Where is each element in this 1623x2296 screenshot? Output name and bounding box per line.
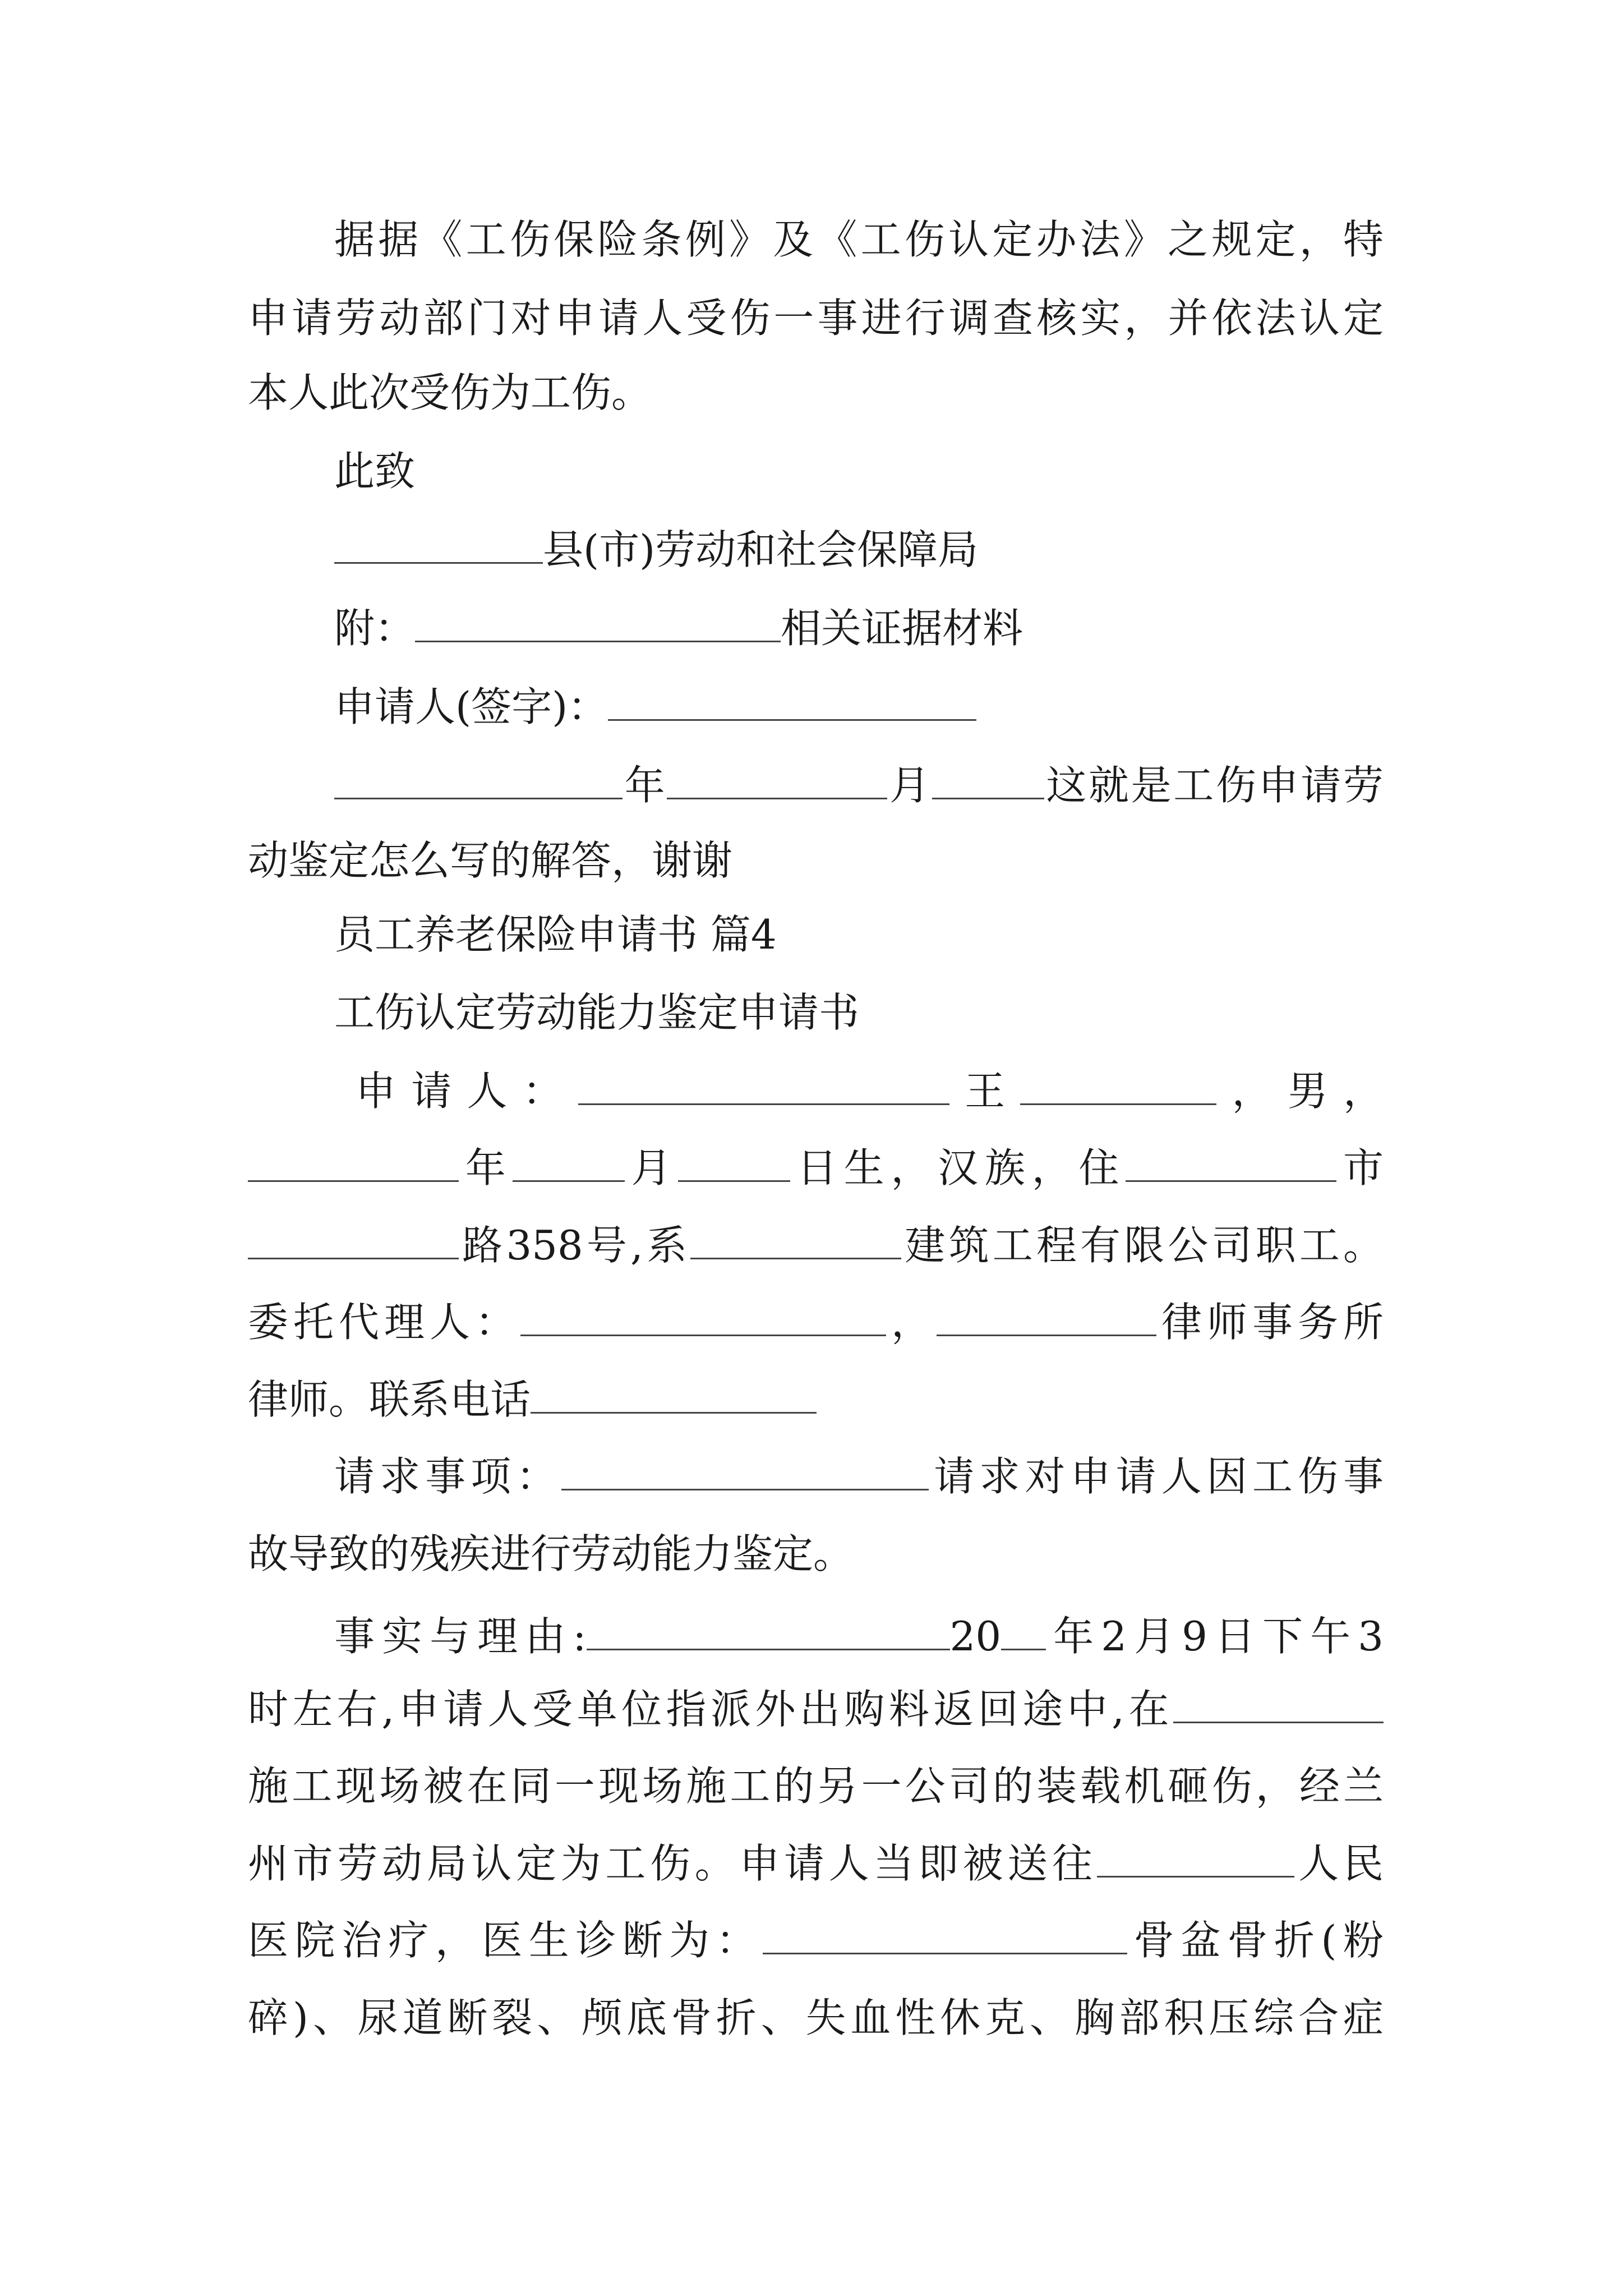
- line-text: 委托代理人：: [248, 1299, 520, 1346]
- line-text: 本人此次受伤为工伤。: [248, 369, 652, 416]
- line-text: 事实与理由:: [334, 1613, 587, 1660]
- line-text: 建筑工程有限公司职工。: [901, 1222, 1384, 1269]
- line-text: 20: [949, 1613, 1002, 1660]
- line-text: 男，: [1287, 1068, 1384, 1115]
- line-text: ，: [886, 1299, 937, 1346]
- paragraph-line-18: [248, 1523, 1384, 1585]
- blank-signature: [608, 683, 976, 721]
- attachment-line: [248, 597, 1384, 659]
- blank-birth-year: [248, 1144, 459, 1182]
- paragraph-line-9: [248, 830, 1384, 891]
- blank-hospital: [1097, 1839, 1294, 1878]
- blank-attachment: [415, 604, 781, 642]
- line-text: 施工现场被在同一现场施工的另一公司的装载机砸伤，经兰: [248, 1763, 1384, 1810]
- birth-line: [248, 1137, 1384, 1199]
- blank-request: [561, 1452, 929, 1490]
- line-text: 月: [887, 762, 932, 809]
- blank-year: [334, 761, 623, 799]
- signature-line: [248, 676, 1384, 738]
- line-text: 年: [459, 1144, 513, 1191]
- blank-month: [667, 761, 887, 799]
- blank-name: [1020, 1067, 1216, 1105]
- salutation-line: [248, 440, 1384, 502]
- line-text: 日生，汉族，住: [790, 1144, 1126, 1191]
- line-text: 此致: [334, 448, 416, 495]
- line-text: 相关证据材料: [781, 605, 1023, 652]
- line-text: 这就是工伤申请劳: [1044, 762, 1384, 809]
- blank-road: [248, 1221, 459, 1259]
- line-text: 申请劳动部门对申请人受伤一事进行调查核实，并依法认定: [248, 295, 1384, 342]
- blank-company: [690, 1221, 901, 1259]
- blank-site: [1173, 1685, 1384, 1723]
- blank-law-firm: [937, 1298, 1156, 1336]
- line-text: 附：: [334, 605, 416, 652]
- line-text: 请求对申请人因工伤事: [929, 1453, 1384, 1500]
- paragraph-line-23: [248, 1910, 1384, 1971]
- line-text: 州市劳动局认定为工伤。申请人当即被送往: [248, 1840, 1097, 1887]
- line-text: 工伤认定劳动能力鉴定申请书: [334, 989, 860, 1036]
- line-text: 路358号,系: [459, 1222, 691, 1269]
- agent-line: [248, 1291, 1384, 1353]
- line-text: 故导致的残疾进行劳动能力鉴定。: [248, 1530, 854, 1577]
- line-text: 年: [623, 762, 667, 809]
- line-text: 医院治疗，医生诊断为：: [248, 1917, 763, 1964]
- blank-diagnosis: [763, 1916, 1127, 1954]
- paragraph-line-2: [248, 287, 1384, 349]
- line-text: 年2月9日下午3: [1046, 1613, 1384, 1660]
- line-text: 市: [1336, 1144, 1384, 1191]
- paragraph-line-20: [248, 1678, 1384, 1740]
- blank-applicant: [578, 1067, 949, 1105]
- blank-birth-day: [678, 1144, 790, 1182]
- line-text: 员工养老保险申请书 篇4: [334, 911, 777, 958]
- blank-county: [334, 526, 543, 564]
- line-text: 时左右,申请人受单位指派外出购料返回途中,在: [248, 1686, 1173, 1733]
- line-text: 动鉴定怎么写的解答，谢谢: [248, 837, 733, 884]
- paragraph-line-24: [248, 1987, 1384, 2049]
- line-text: 据据《工伤保险条例》及《工伤认定办法》之规定，特: [334, 216, 1384, 263]
- line-text: 王: [949, 1068, 1021, 1115]
- blank-city: [1126, 1144, 1336, 1182]
- facts-line: [248, 1605, 1384, 1667]
- date-line: [248, 754, 1384, 816]
- line-text: 骨盆骨折(粉: [1127, 1917, 1384, 1964]
- blank-day: [932, 761, 1044, 799]
- paragraph-line-21: [248, 1755, 1384, 1817]
- paragraph-line-22: [248, 1833, 1384, 1894]
- request-line: [248, 1446, 1384, 1507]
- line-text: 申请人：: [356, 1068, 578, 1115]
- section-heading: [248, 904, 1384, 965]
- line-text: 碎)、尿道断裂、颅底骨折、失血性休克、胸部积压综合症: [248, 1994, 1384, 2041]
- blank-birth-month: [513, 1144, 625, 1182]
- line-text: 人民: [1294, 1840, 1384, 1887]
- blank-facts: [587, 1612, 950, 1650]
- phone-line: [248, 1369, 1384, 1430]
- document-title: [248, 982, 1384, 1043]
- applicant-line: [248, 1060, 1384, 1122]
- line-text: 律师事务所: [1156, 1299, 1384, 1346]
- line-text: 律师。联系电话: [248, 1376, 531, 1423]
- paragraph-line-1: [248, 209, 1384, 270]
- line-text: 月: [624, 1144, 679, 1191]
- address-line: [248, 1214, 1384, 1276]
- blank-year-digits: [1001, 1612, 1046, 1650]
- line-text: 申请人(签字)：: [334, 683, 608, 730]
- blank-phone: [531, 1375, 817, 1414]
- addressee-line: [248, 519, 1384, 581]
- line-text: 县(市)劳动和社会保障局: [543, 526, 979, 573]
- blank-agent: [520, 1298, 886, 1336]
- line-text: 请求事项：: [334, 1453, 562, 1500]
- paragraph-line-3: [248, 362, 1384, 424]
- line-text: ，: [1216, 1068, 1288, 1115]
